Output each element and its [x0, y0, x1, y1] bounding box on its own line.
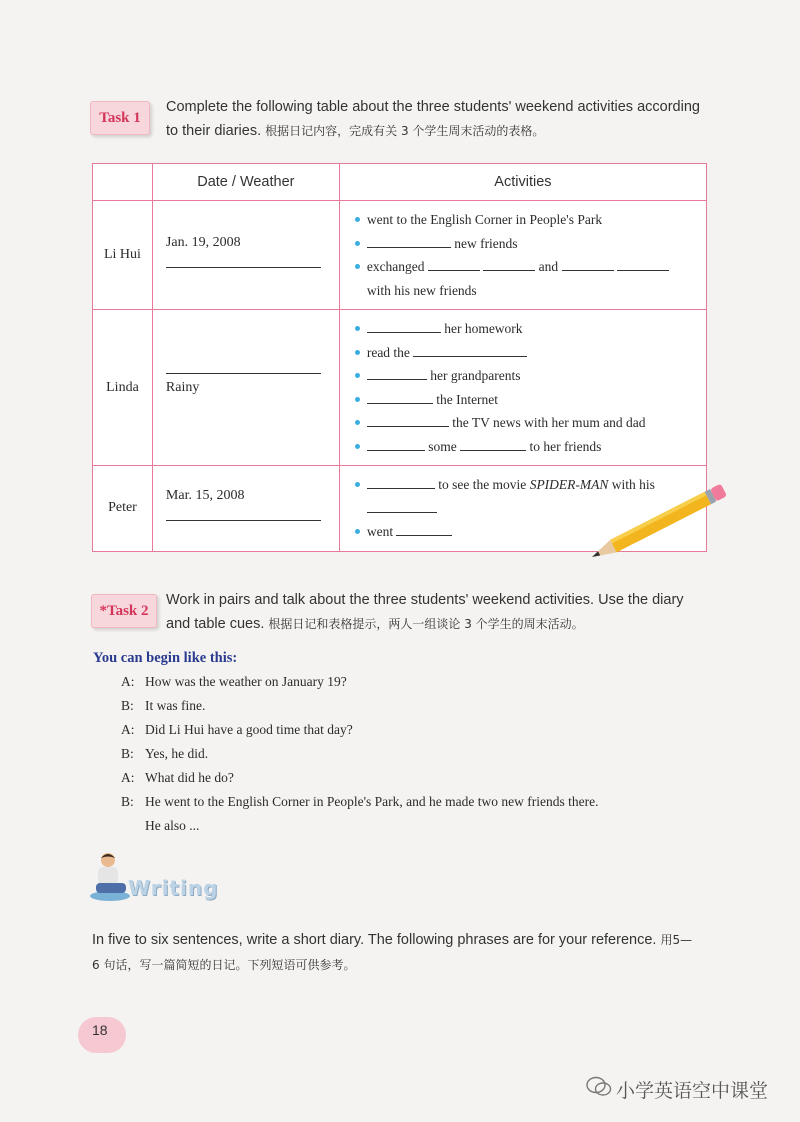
- weather-blank[interactable]: [166, 520, 321, 521]
- dialog-line: A: Did Li Hui have a good time that day?: [121, 722, 353, 737]
- dialog-list: [121, 670, 741, 838]
- task2-instruction-en: and table cues.: [166, 616, 265, 632]
- date-text: Mar. 15, 2008: [165, 487, 245, 503]
- task1-instruction-line1: Complete the following table about the three students' weekend activities according: [166, 99, 700, 115]
- page-number: 18: [92, 1022, 108, 1038]
- student-name: Li Hui: [93, 201, 153, 310]
- writing-instruction-cn2: 6 句话，写一篇简短的日记。下列短语可供参考。: [92, 958, 356, 972]
- header-empty: [93, 164, 153, 201]
- answer-blank[interactable]: [562, 256, 614, 271]
- answer-blank[interactable]: [367, 318, 441, 333]
- list-item: exchanged and: [355, 255, 705, 279]
- writing-instruction-en: In five to six sentences, write a short diary. The following phrases are for your reference.: [92, 932, 657, 948]
- answer-blank[interactable]: [367, 412, 449, 427]
- task2-instruction: [166, 588, 726, 636]
- list-item: read the: [355, 341, 705, 365]
- list-item: some to her friends: [355, 435, 705, 459]
- answer-blank[interactable]: [367, 233, 451, 248]
- task1-badge: Task 1: [90, 101, 150, 135]
- task2-instruction-line1: Work in pairs and talk about the three students' weekend activities. Use the diary: [166, 592, 684, 608]
- table-row-linda: [93, 310, 707, 466]
- dialog-line: A: What did he do?: [121, 770, 234, 785]
- task1-instruction: [166, 95, 726, 143]
- weather-blank[interactable]: [166, 267, 321, 268]
- list-item: with his new friends: [366, 282, 477, 298]
- activities-cell: [339, 201, 706, 310]
- dialog-intro: You can begin like this:: [93, 650, 238, 666]
- writing-title: Writing: [128, 876, 219, 900]
- writing-instruction: [92, 928, 732, 978]
- watermark-text: 小学英语空中课堂: [616, 1080, 769, 1102]
- dialog-line: B: He went to the English Corner in People's Park, and he made two new friends there.: [121, 794, 599, 809]
- list-item: the Internet: [355, 388, 705, 412]
- answer-blank[interactable]: [460, 436, 526, 451]
- dialog-line: A: How was the weather on January 19?: [121, 674, 347, 689]
- date-weather-cell: [152, 466, 339, 552]
- date-blank[interactable]: [166, 373, 321, 374]
- answer-blank[interactable]: [428, 256, 480, 271]
- table-row-lihui: [93, 201, 707, 310]
- list-item: her homework: [355, 317, 705, 341]
- dialog-line: B: Yes, he did.: [121, 746, 209, 761]
- answer-blank[interactable]: [367, 498, 437, 513]
- student-name: Linda: [93, 310, 153, 466]
- dialog-line: He also ...: [145, 818, 200, 833]
- answer-blank[interactable]: [483, 256, 535, 271]
- pencil-icon: [584, 483, 734, 565]
- date-weather-cell: [152, 310, 339, 466]
- writing-boy-icon: [88, 850, 132, 902]
- list-item: went: [355, 520, 705, 544]
- dialog-line: B: It was fine.: [121, 698, 206, 713]
- answer-blank[interactable]: [367, 436, 425, 451]
- task1-instruction-en: to their diaries.: [166, 123, 262, 139]
- list-item: her grandparents: [355, 364, 705, 388]
- header-date-weather: Date / Weather: [152, 164, 339, 201]
- answer-blank[interactable]: [367, 474, 435, 489]
- list-item: went to the English Corner in People's Park: [355, 208, 705, 232]
- list-item: to see the movie SPIDER-MAN with his: [355, 473, 705, 497]
- writing-instruction-cn1: 用5—: [660, 933, 693, 947]
- task1-instruction-cn: 根据日记内容，完成有关 3 个学生周末活动的表格。: [265, 124, 545, 138]
- answer-blank[interactable]: [413, 342, 527, 357]
- answer-blank[interactable]: [367, 365, 427, 380]
- date-text: Jan. 19, 2008: [165, 234, 241, 250]
- wechat-icon: [586, 1076, 612, 1098]
- student-name: Peter: [93, 466, 153, 552]
- date-weather-cell: [152, 201, 339, 310]
- activities-cell: [339, 310, 706, 466]
- header-activities: Activities: [339, 164, 706, 201]
- list-item: the TV news with her mum and dad: [355, 411, 705, 435]
- answer-blank[interactable]: [617, 256, 669, 271]
- answer-blank[interactable]: [396, 521, 452, 536]
- task2-instruction-cn: 根据日记和表格提示，两人一组谈论 3 个学生的周末活动。: [268, 617, 584, 631]
- list-item: new friends: [355, 232, 705, 256]
- table-header-row: [93, 164, 707, 201]
- task2-badge: *Task 2: [91, 594, 157, 628]
- weather-text: Rainy: [165, 380, 200, 395]
- answer-blank[interactable]: [367, 389, 433, 404]
